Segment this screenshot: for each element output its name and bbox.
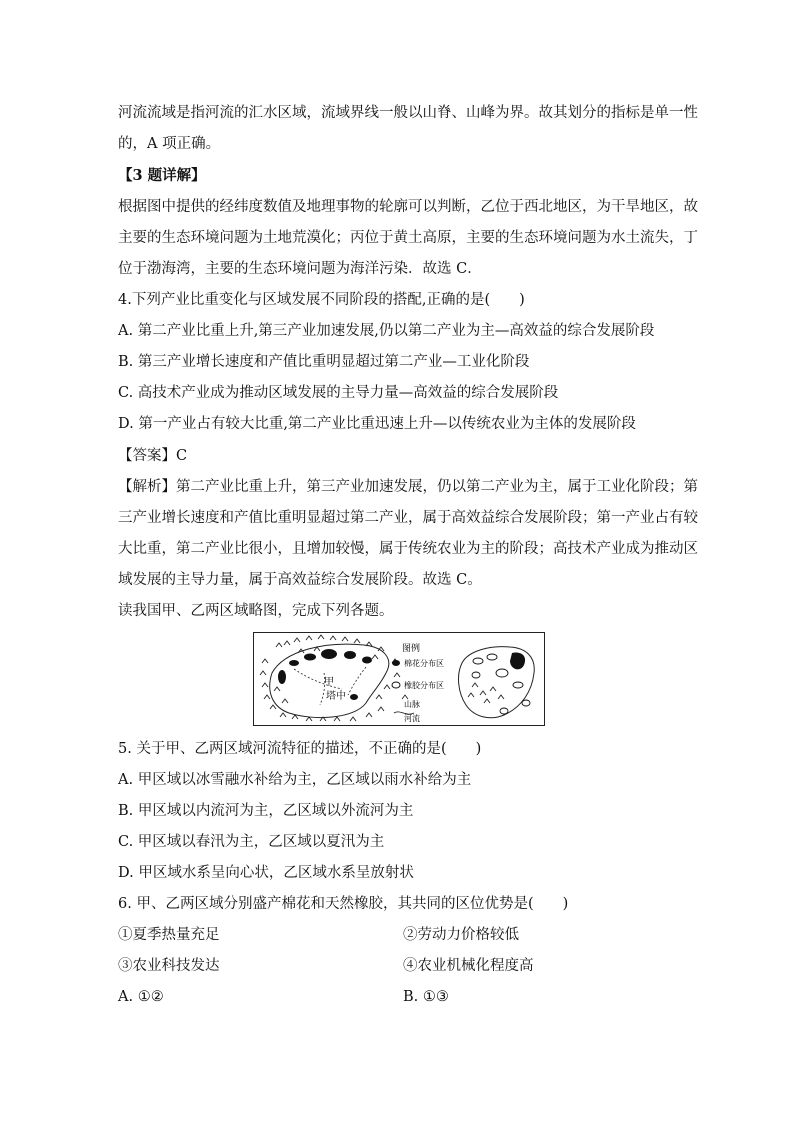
option-a: A. 甲区域以冰雪融水补给为主，乙区域以雨水补给为主 [118, 772, 472, 788]
island-mountains [468, 683, 504, 703]
text-line: 河流流域是指河流的汇水区域，流域界线一般以山脊、山峰为界。故其划分的指标是单一性 [118, 105, 698, 121]
legend-river: 河流 [404, 714, 420, 723]
explanation: 域发展的主导力量，属于高效益综合发展阶段。故选 C。 [118, 572, 482, 588]
legend [392, 642, 444, 723]
choice-2: ②劳动力价格较低 [403, 927, 519, 943]
explanation: 【解析】第二产业比重上升，第三产业加速发展，仍以第二产业为主，属于工业化阶段；第 [118, 479, 698, 495]
region-map [253, 632, 545, 726]
choice-1: ①夏季热量充足 [118, 927, 220, 943]
label-jia: 甲 [324, 677, 334, 688]
cotton-areas [278, 649, 372, 700]
answer: 【答案】C [118, 448, 188, 464]
legend-mountain: 山脉 [404, 700, 420, 709]
explanation: 大比重，第二产业比很小，且增加较慢，属于传统农业为主的阶段；高技术产业成为推动区 [118, 541, 698, 557]
rubber-legend-swatch [392, 682, 400, 688]
option-b: B. 第三产业增长速度和产值比重明显超过第二产业—工业化阶段 [118, 354, 530, 370]
text-line: 主要的生态环境问题为土地荒漠化；丙位于黄土高原，主要的生态环境问题为水土流失，丁 [118, 230, 698, 246]
option-d: D. 甲区域水系呈向心状，乙区域水系呈放射状 [118, 865, 414, 881]
option-b: B. 甲区域以内流河为主，乙区域以外流河为主 [118, 803, 414, 819]
text-line: 的，A 项正确。 [118, 136, 221, 152]
question-4: 4.下列产业比重变化与区域发展不同阶段的搭配,正确的是( ) [118, 292, 525, 308]
choice-4: ④农业机械化程度高 [403, 958, 534, 974]
intro-text: 读我国甲、乙两区域略图，完成下列各题。 [118, 603, 394, 619]
option-a: A. ①② [118, 989, 164, 1005]
legend-cotton: 棉花分布区 [404, 659, 444, 668]
text-line: 位于渤海湾，主要的生态环境问题为海洋污染．故选 C． [118, 261, 482, 277]
option-c: C. 甲区域以春汛为主，乙区域以夏汛为主 [118, 834, 385, 850]
label-tazhong: 塔中 [326, 691, 346, 702]
cotton-legend-swatch [392, 660, 400, 666]
map-drawing [254, 633, 544, 725]
island-shaded-area [510, 653, 525, 670]
choice-3: ③农业科技发达 [118, 958, 220, 974]
text-line: 根据图中提供的经纬度数值及地理事物的轮廓可以判断，乙位于西北地区，为干旱地区，故 [118, 199, 698, 215]
option-d: D. 第一产业占有较大比重,第二产业比重迅速上升—以传统农业为主体的发展阶段 [118, 416, 636, 432]
section-heading: 【3 题详解】 [118, 167, 206, 184]
question-5: 5. 关于甲、乙两区域河流特征的描述，不正确的是( ) [118, 741, 482, 757]
option-b: B. ①③ [403, 989, 449, 1005]
question-6: 6. 甲、乙两区域分别盛产棉花和天然橡胶，其共同的区位优势是( ) [118, 896, 569, 912]
explanation: 三产业增长速度和产值比重明显超过第二产业，属于高效益综合发展阶段；第一产业占有较 [118, 510, 698, 526]
legend-rubber: 橡胶分布区 [404, 681, 444, 690]
mountain-legend-swatch [402, 695, 408, 699]
legend-title: 图例 [402, 644, 421, 654]
option-c: C. 高技术产业成为推动区域发展的主导力量—高效益的综合发展阶段 [118, 385, 559, 401]
option-a: A. 第二产业比重上升,第三产业加速发展,仍以第二产业为主—高效益的综合发展阶段 [118, 323, 655, 339]
